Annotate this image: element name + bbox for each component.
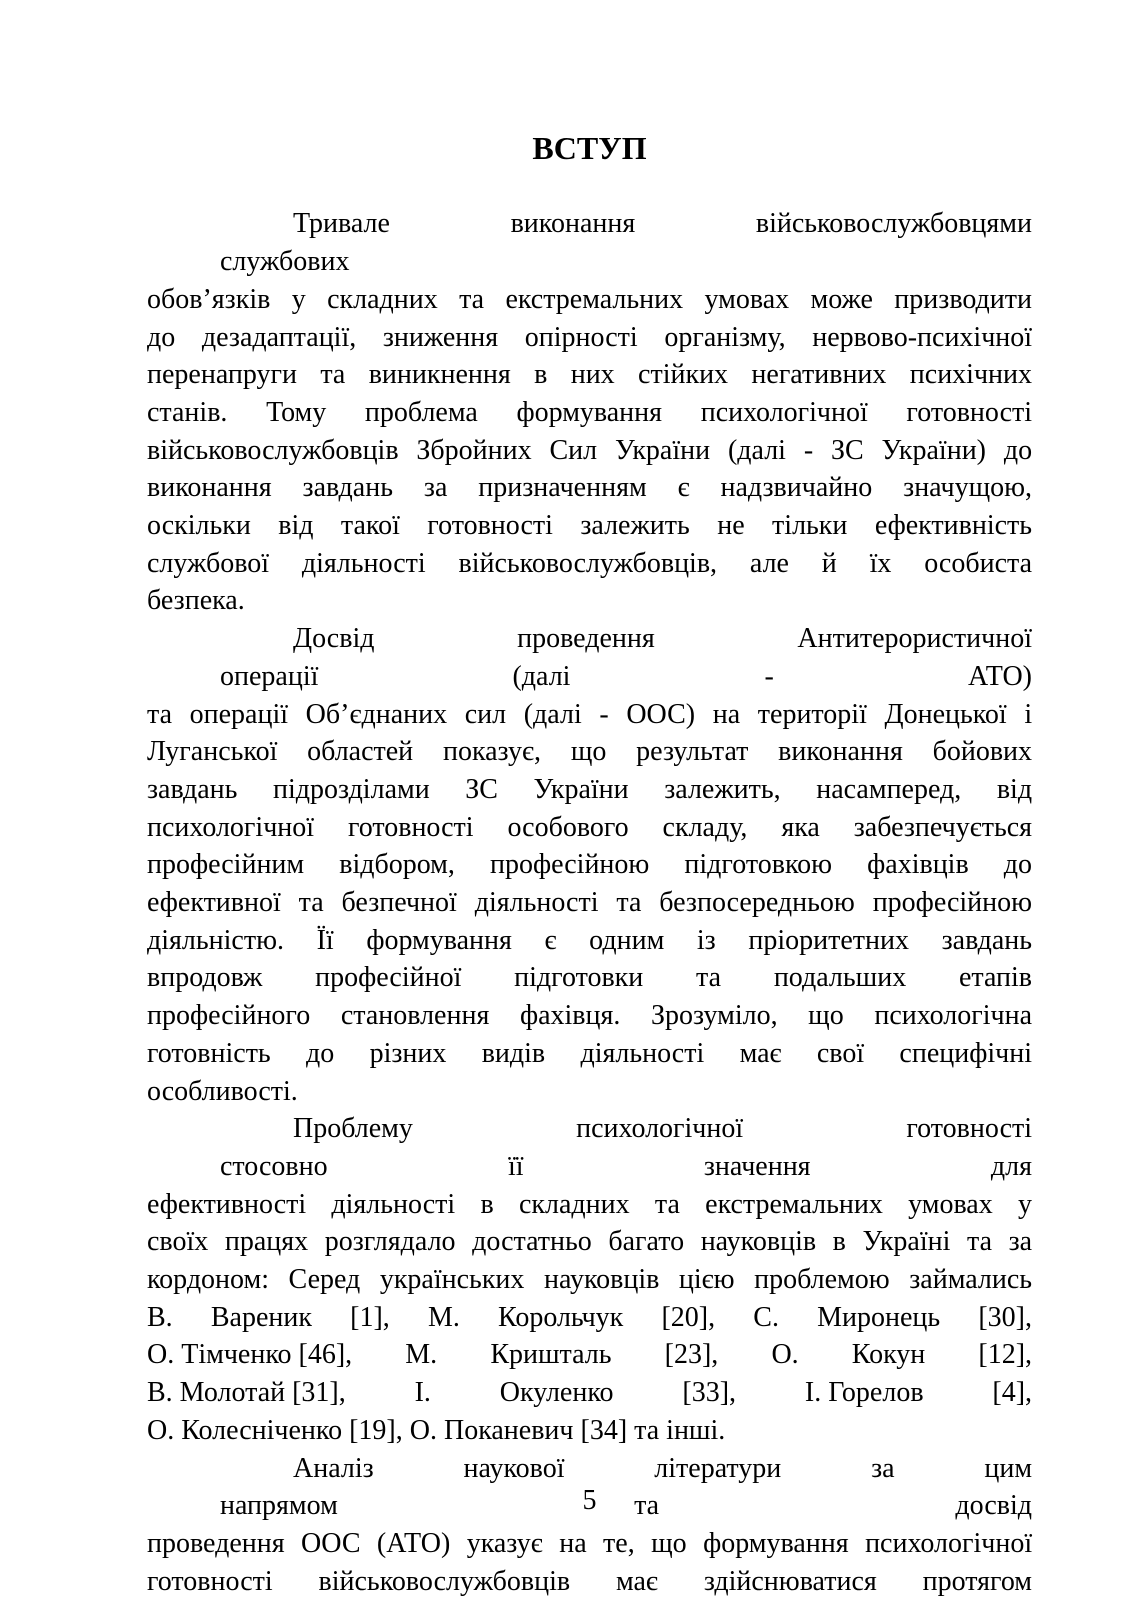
document-body [147, 205, 1032, 1600]
text-line: проведення ООС (АТО) указує на те, що формування психологічної [147, 1528, 1033, 1559]
text-line: діяльністю. Її формування є одним із пріоритетних завдань [147, 924, 1033, 956]
text-line: В. Молотай [31], І. Окуленко [33], І. Горелов [4], [147, 1377, 1033, 1409]
text-line: О. Тімченко [46], М. Кришталь [23], О. Кокун [12], [147, 1339, 1033, 1371]
text-line: готовності військовослужбовців має здійснюватися протягом [147, 1565, 1033, 1597]
text-line: Аналіз наукової літератури за цим напрямом та досвід [220, 1452, 1033, 1522]
text-line: та операції Об’єднаних сил (далі - ООС) на території Донецької і [147, 698, 1033, 730]
text-line: перенапруги та виникнення в них стійких негативних психічних [147, 359, 1033, 391]
text-line: Тривале виконання військовослужбовцями службових [220, 208, 1032, 278]
text-line: завдань підрозділами ЗС України залежить, насамперед, від [147, 773, 1033, 805]
page-title: ВСТУП [532, 130, 647, 166]
text-line: оскільки від такої готовності залежить не тільки ефективність [147, 510, 1033, 542]
text-line: В. Вареник [1], М. Корольчук [20], С. Миронець [30], [147, 1301, 1032, 1333]
text-line: Луганської областей показує, що результат виконання бойових [147, 736, 1033, 768]
paragraph [147, 1450, 1032, 1601]
paragraph [147, 620, 1032, 1110]
text-line: професійного становлення фахівця. Зрозуміло, що психологічна [147, 1000, 1033, 1032]
text-line: професійним відбором, професійною підготовкою фахівців до [147, 849, 1033, 881]
text-line: своїх працях розглядало достатньо багато науковців в Україні та за [147, 1226, 1033, 1258]
text-line: готовність до різних видів діяльності має свої специфічні [147, 1037, 1032, 1069]
text-line: службової діяльності військовослужбовців, але й їх особиста [147, 547, 1033, 579]
text-line: станів. Тому проблема формування психологічної готовності [147, 396, 1033, 428]
text-line: психологічної готовності особового складу, яка забезпечується [147, 811, 1033, 843]
text-line: ефективної та безпечної діяльності та безпосередньою професійною [147, 887, 1033, 919]
text-line: впродовж професійної підготовки та подальших етапів [147, 962, 1033, 994]
text-line: обов’язків у складних та екстремальних умовах може призводити [147, 283, 1032, 315]
text-line: особливості. [147, 1075, 298, 1107]
text-line: до дезадаптації, зниження опірності організму, нервово-психічної [147, 321, 1033, 353]
text-line: військовослужбовців Збройних Сил України (далі - ЗС України) до [147, 434, 1033, 466]
text-line: ефективності діяльності в складних та екстремальних умовах у [147, 1188, 1033, 1220]
text-line: О. Колесніченко [19], О. Поканевич [34] та інші. [147, 1414, 726, 1446]
text-line: виконання завдань за призначенням є надзвичайно значущою, [147, 472, 1033, 504]
text-line: безпека. [147, 585, 245, 617]
page-number: 5 [582, 1485, 597, 1516]
text-line: Досвід проведення Антитерористичної операції (далі - АТО) [220, 623, 1032, 692]
document-content [147, 130, 1032, 1600]
text-line: кордоном: Серед українських науковців цією проблемою займались [147, 1264, 1033, 1296]
paragraph [147, 1110, 1032, 1449]
paragraph [147, 205, 1032, 620]
text-line: Проблему психологічної готовності стосовно її значення для [220, 1113, 1033, 1182]
